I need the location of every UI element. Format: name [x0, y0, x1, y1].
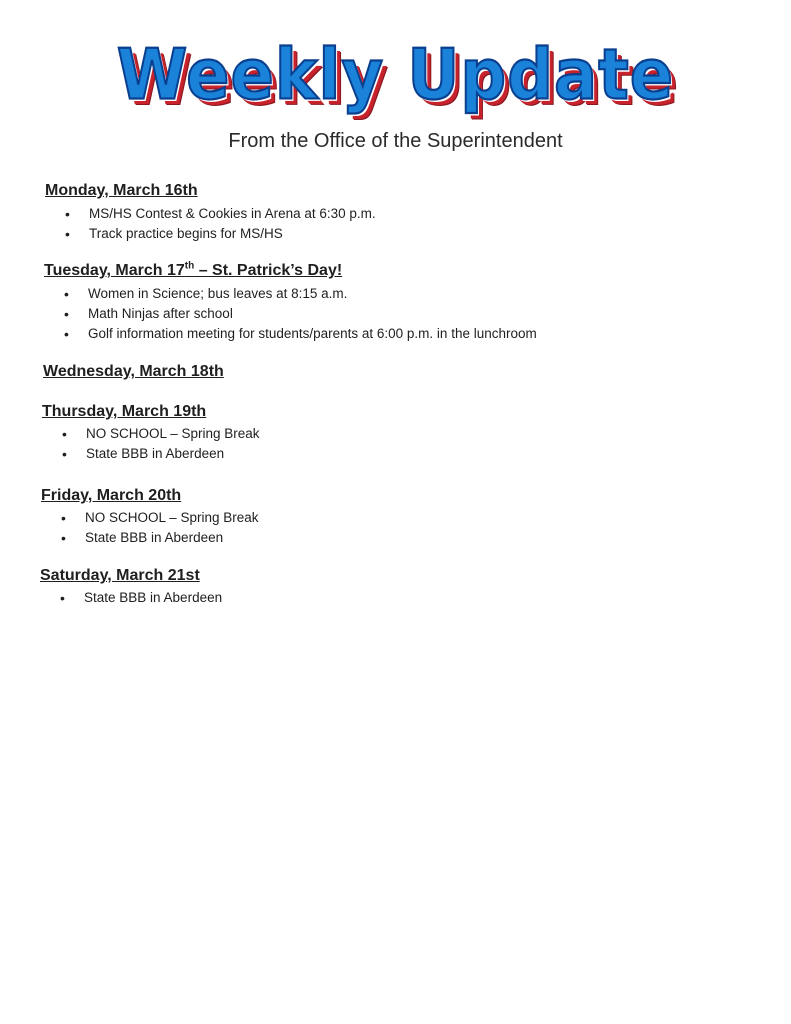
- bullet-icon: •: [65, 226, 70, 242]
- bullet-icon: •: [61, 530, 66, 546]
- day-section-monday: [45, 181, 376, 244]
- day-section-friday: [41, 486, 259, 548]
- bullet-icon: •: [60, 590, 65, 606]
- list-item: [41, 508, 259, 528]
- title-banner: [0, 38, 791, 114]
- day-section-thursday: [42, 402, 260, 464]
- bullet-icon: •: [64, 306, 69, 322]
- bullet-icon: •: [61, 510, 66, 526]
- event-text: MS/HS Contest & Cookies in Arena at 6:30 p.m.: [89, 206, 376, 221]
- page-title: Weekly Update: [116, 36, 675, 116]
- day-section-tuesday: [44, 261, 537, 344]
- event-text: Golf information meeting for students/parents at 6:00 p.m. in the lunchroom: [88, 326, 537, 341]
- page-subtitle: From the Office of the Superintendent: [228, 130, 563, 152]
- list-item: [44, 324, 537, 344]
- bullet-icon: •: [65, 206, 70, 222]
- list-item: [45, 204, 376, 224]
- event-list: [44, 284, 537, 344]
- event-text: NO SCHOOL – Spring Break: [85, 510, 259, 525]
- bullet-icon: •: [64, 286, 69, 302]
- day-heading: Friday, March 20th: [41, 487, 182, 504]
- day-heading-suffix: – St. Patrick’s Day!: [194, 262, 343, 279]
- day-heading: Wednesday, March 18th: [43, 363, 224, 380]
- list-item: [40, 588, 222, 608]
- day-section-saturday: [40, 566, 222, 608]
- event-text: NO SCHOOL – Spring Break: [86, 426, 260, 441]
- day-heading: [44, 261, 537, 281]
- day-heading: Monday, March 16th: [45, 182, 198, 199]
- day-heading-superscript: th: [184, 260, 195, 272]
- list-item: [44, 284, 537, 304]
- bullet-icon: •: [62, 426, 67, 442]
- event-text: State BBB in Aberdeen: [85, 530, 224, 545]
- day-heading: Thursday, March 19th: [42, 403, 207, 420]
- event-text: Track practice begins for MS/HS: [89, 226, 283, 241]
- day-heading: Saturday, March 21st: [40, 567, 200, 584]
- event-text: State BBB in Aberdeen: [84, 590, 223, 605]
- event-list: [45, 204, 376, 244]
- day-heading-text: Tuesday, March 17: [44, 262, 185, 279]
- bullet-icon: •: [62, 446, 67, 462]
- event-list: [42, 424, 260, 464]
- list-item: [41, 528, 259, 548]
- event-text: Math Ninjas after school: [88, 306, 233, 321]
- event-text: State BBB in Aberdeen: [86, 446, 225, 461]
- event-list: [40, 588, 222, 608]
- day-section-wednesday: [43, 362, 224, 382]
- bullet-icon: •: [64, 326, 69, 342]
- list-item: [42, 424, 260, 444]
- list-item: [44, 304, 537, 324]
- list-item: [45, 224, 376, 244]
- event-text: Women in Science; bus leaves at 8:15 a.m.: [88, 286, 348, 301]
- list-item: [42, 444, 260, 464]
- event-list: [41, 508, 259, 548]
